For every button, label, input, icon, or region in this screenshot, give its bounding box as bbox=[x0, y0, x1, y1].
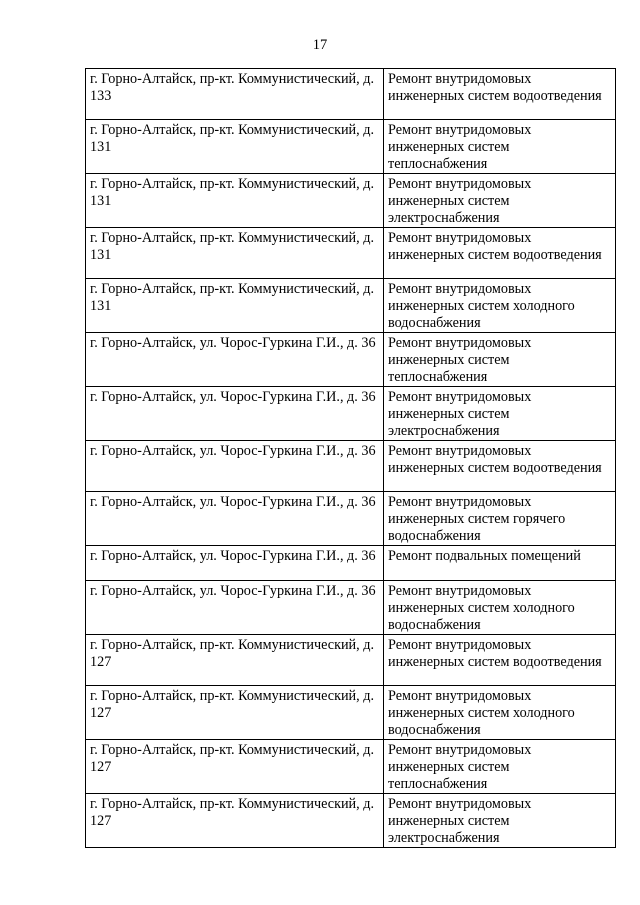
table-row bbox=[86, 635, 616, 686]
address-text: г. Горно-Алтайск, пр-кт. Коммунистический, д. 131 bbox=[90, 230, 375, 263]
table-row bbox=[86, 69, 616, 120]
work-cell bbox=[384, 333, 616, 387]
work-cell bbox=[384, 492, 616, 546]
work-cell bbox=[384, 69, 616, 120]
table-row bbox=[86, 174, 616, 228]
work-text: Ремонт внутридомовых инженерных систем холодного водоснабжения bbox=[388, 281, 575, 331]
work-cell bbox=[384, 686, 616, 740]
work-cell bbox=[384, 581, 616, 635]
address-text: г. Горно-Алтайск, ул. Чорос-Гуркина Г.И., д. 36 bbox=[90, 335, 376, 351]
address-text: г. Горно-Алтайск, пр-кт. Коммунистический, д. 127 bbox=[90, 742, 375, 775]
work-text: Ремонт внутридомовых инженерных систем теплоснабжения bbox=[388, 742, 532, 792]
address-cell bbox=[86, 581, 384, 635]
work-cell bbox=[384, 387, 616, 441]
address-text: г. Горно-Алтайск, пр-кт. Коммунистический, д. 127 bbox=[90, 688, 375, 721]
table-row bbox=[86, 546, 616, 581]
address-cell bbox=[86, 69, 384, 120]
address-cell bbox=[86, 546, 384, 581]
work-text: Ремонт внутридомовых инженерных систем горячего водоснабжения bbox=[388, 494, 566, 544]
table-row bbox=[86, 740, 616, 794]
address-text: г. Горно-Алтайск, пр-кт. Коммунистический, д. 133 bbox=[90, 71, 375, 104]
work-text: Ремонт внутридомовых инженерных систем электроснабжения bbox=[388, 796, 532, 846]
work-text: Ремонт внутридомовых инженерных систем водоотведения bbox=[388, 230, 602, 263]
table-row bbox=[86, 581, 616, 635]
address-cell bbox=[86, 492, 384, 546]
work-text: Ремонт внутридомовых инженерных систем водоотведения bbox=[388, 71, 602, 104]
work-cell bbox=[384, 635, 616, 686]
address-cell bbox=[86, 686, 384, 740]
page-number: 17 bbox=[312, 37, 328, 53]
table-row bbox=[86, 794, 616, 848]
work-cell bbox=[384, 740, 616, 794]
address-text: г. Горно-Алтайск, пр-кт. Коммунистический, д. 131 bbox=[90, 176, 375, 209]
address-cell bbox=[86, 174, 384, 228]
table-row bbox=[86, 120, 616, 174]
address-cell bbox=[86, 333, 384, 387]
works-table bbox=[85, 68, 616, 848]
address-cell bbox=[86, 120, 384, 174]
address-text: г. Горно-Алтайск, ул. Чорос-Гуркина Г.И., д. 36 bbox=[90, 583, 376, 599]
address-text: г. Горно-Алтайск, пр-кт. Коммунистический, д. 131 bbox=[90, 281, 375, 314]
work-text: Ремонт внутридомовых инженерных систем теплоснабжения bbox=[388, 335, 532, 385]
table-row bbox=[86, 228, 616, 279]
work-cell bbox=[384, 174, 616, 228]
table-body bbox=[86, 69, 616, 848]
work-cell bbox=[384, 228, 616, 279]
work-cell bbox=[384, 546, 616, 581]
address-text: г. Горно-Алтайск, пр-кт. Коммунистический, д. 131 bbox=[90, 122, 375, 155]
address-cell bbox=[86, 441, 384, 492]
work-text: Ремонт внутридомовых инженерных систем электроснабжения bbox=[388, 176, 532, 226]
address-text: г. Горно-Алтайск, ул. Чорос-Гуркина Г.И., д. 36 bbox=[90, 548, 376, 564]
work-text: Ремонт внутридомовых инженерных систем холодного водоснабжения bbox=[388, 688, 575, 738]
address-text: г. Горно-Алтайск, ул. Чорос-Гуркина Г.И., д. 36 bbox=[90, 389, 376, 405]
table-row bbox=[86, 686, 616, 740]
address-cell bbox=[86, 794, 384, 848]
address-text: г. Горно-Алтайск, пр-кт. Коммунистический, д. 127 bbox=[90, 796, 375, 829]
address-text: г. Горно-Алтайск, ул. Чорос-Гуркина Г.И., д. 36 bbox=[90, 494, 376, 510]
address-cell bbox=[86, 740, 384, 794]
work-cell bbox=[384, 279, 616, 333]
work-cell bbox=[384, 441, 616, 492]
work-cell bbox=[384, 120, 616, 174]
table-row bbox=[86, 279, 616, 333]
work-text: Ремонт внутридомовых инженерных систем холодного водоснабжения bbox=[388, 583, 575, 633]
address-cell bbox=[86, 279, 384, 333]
table-row bbox=[86, 387, 616, 441]
address-cell bbox=[86, 387, 384, 441]
work-text: Ремонт внутридомовых инженерных систем водоотведения bbox=[388, 637, 602, 670]
address-cell bbox=[86, 228, 384, 279]
table-row bbox=[86, 492, 616, 546]
address-text: г. Горно-Алтайск, пр-кт. Коммунистический, д. 127 bbox=[90, 637, 375, 670]
work-text: Ремонт внутридомовых инженерных систем электроснабжения bbox=[388, 389, 532, 439]
table-row bbox=[86, 441, 616, 492]
work-text: Ремонт внутридомовых инженерных систем водоотведения bbox=[388, 443, 602, 476]
address-cell bbox=[86, 635, 384, 686]
work-text: Ремонт внутридомовых инженерных систем теплоснабжения bbox=[388, 122, 532, 172]
work-text: Ремонт подвальных помещений bbox=[388, 548, 581, 564]
address-text: г. Горно-Алтайск, ул. Чорос-Гуркина Г.И., д. 36 bbox=[90, 443, 376, 459]
work-cell bbox=[384, 794, 616, 848]
table-row bbox=[86, 333, 616, 387]
